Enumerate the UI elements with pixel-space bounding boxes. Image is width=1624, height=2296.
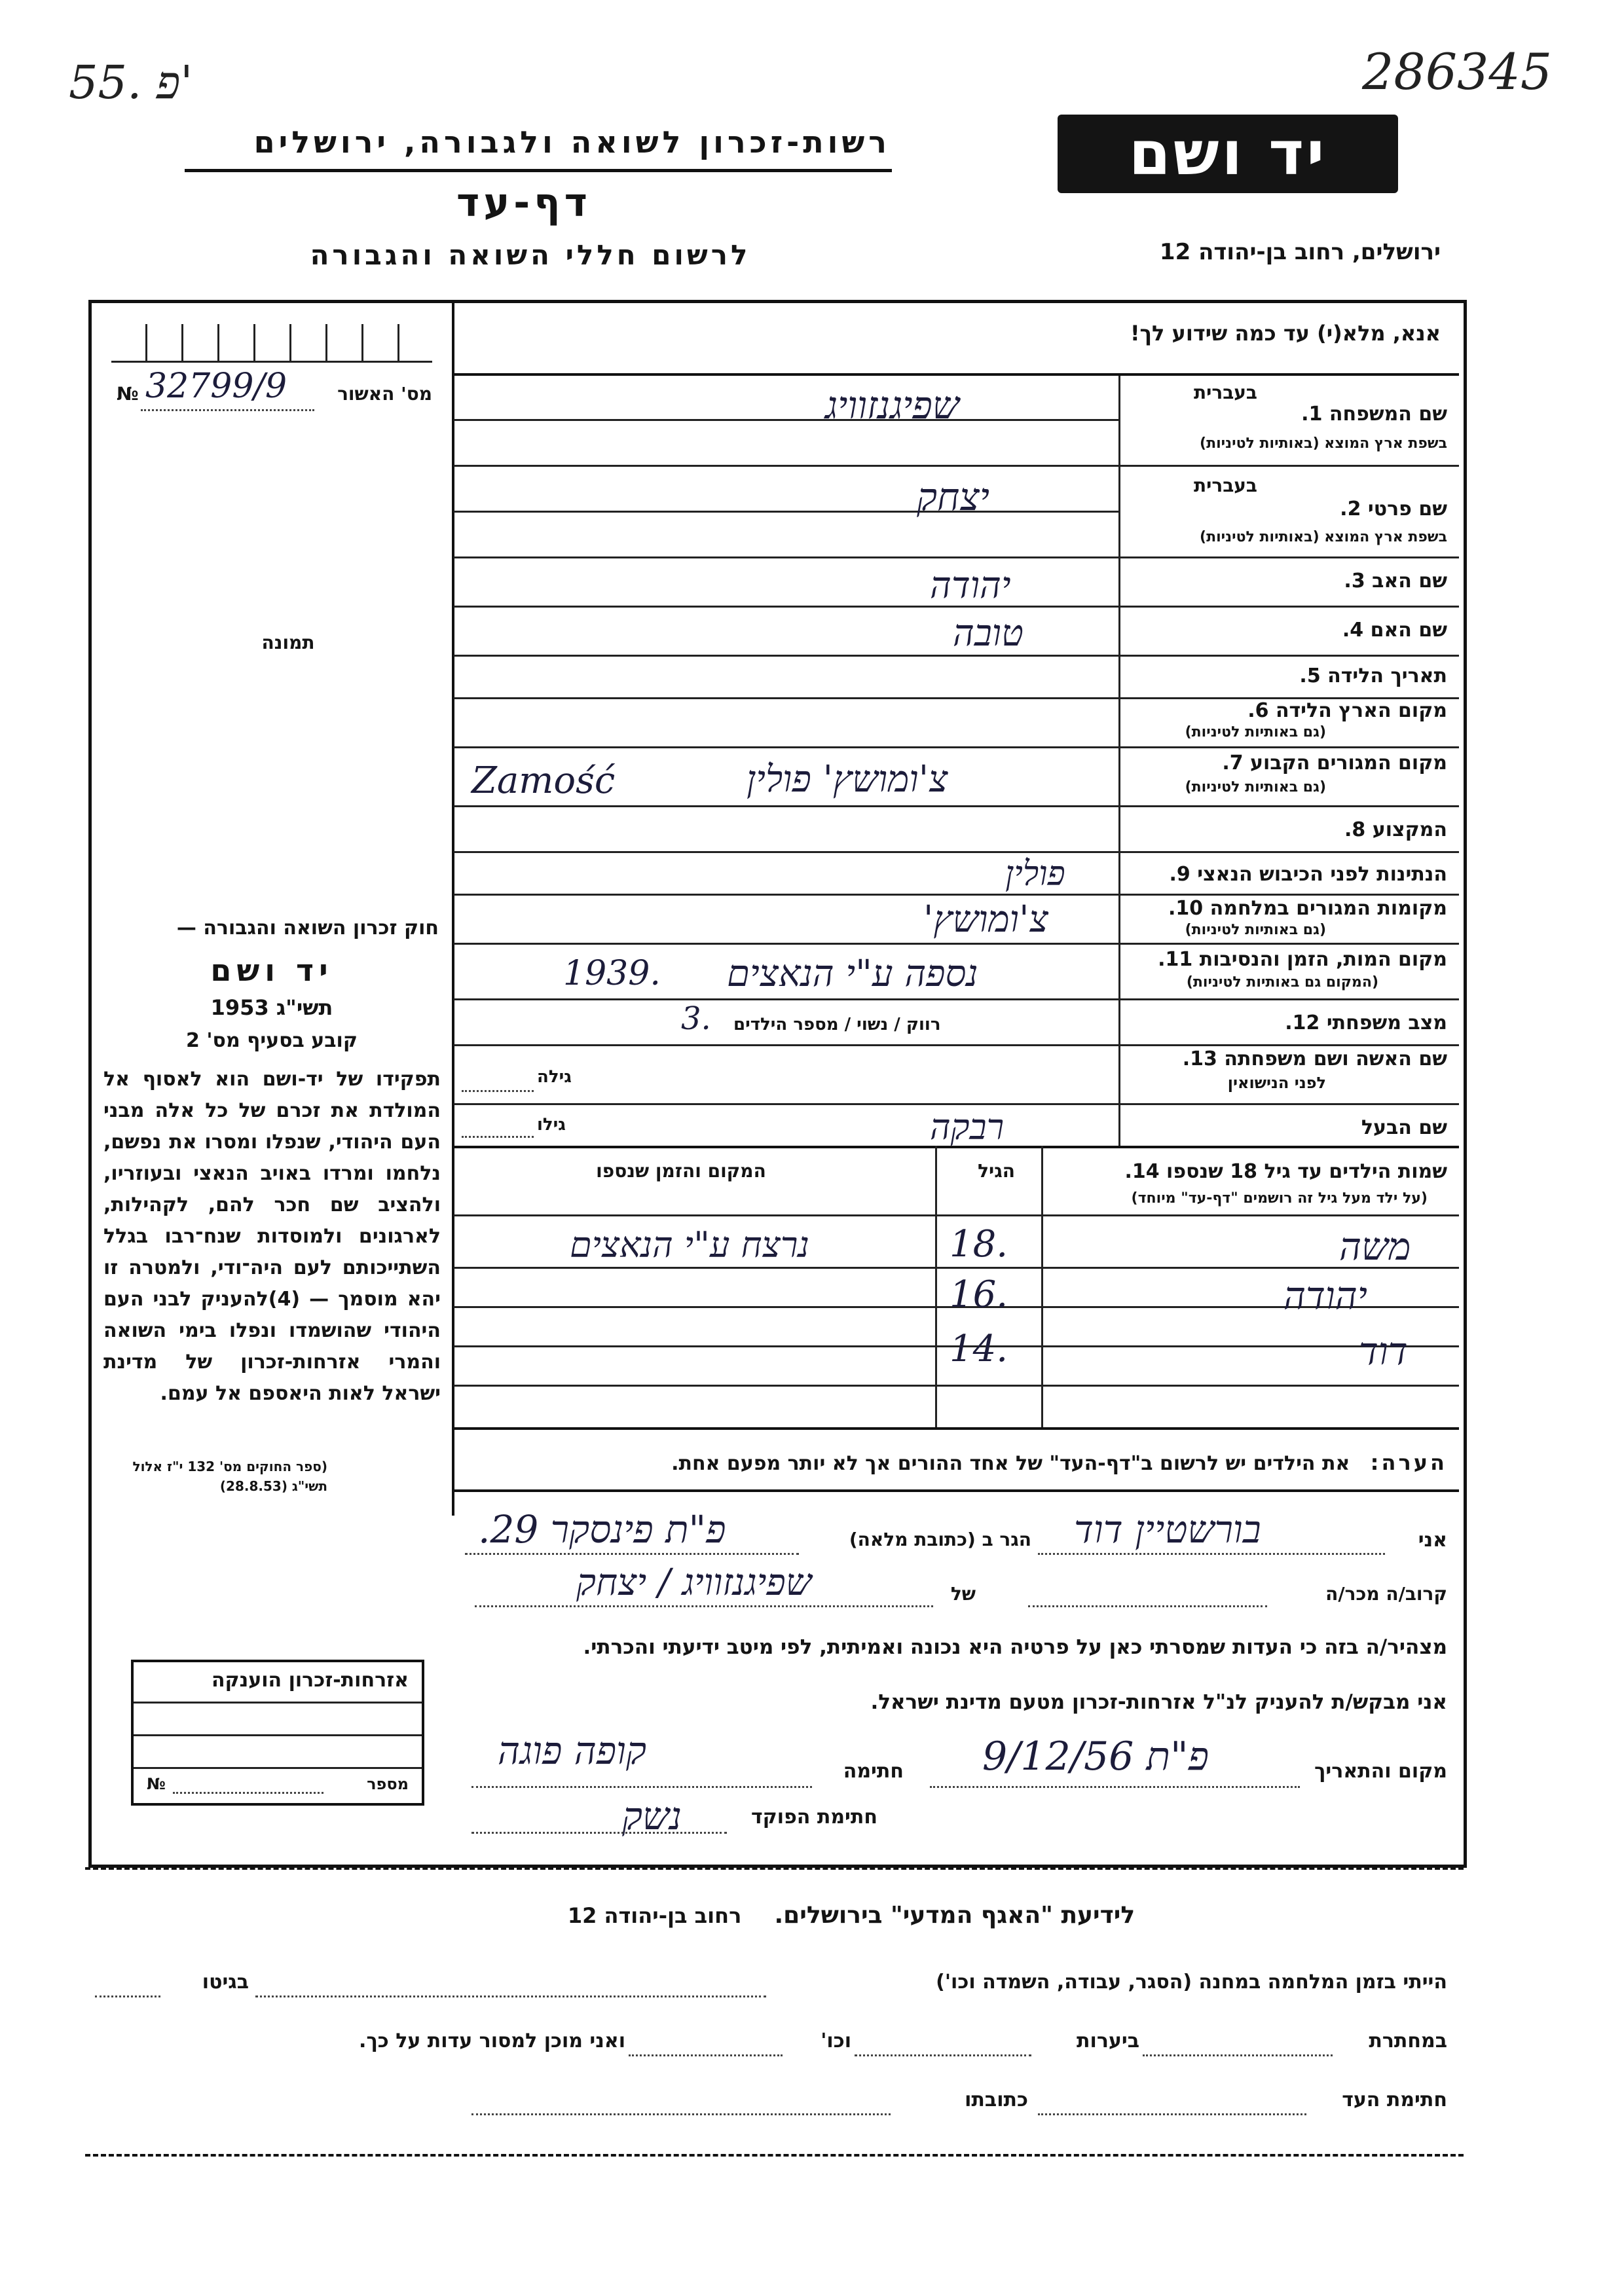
form-subtitle: לרשום חללי השואה והגבורה [310,239,751,271]
logo [1058,115,1398,193]
org-line: רשות-זכרון לשואה ולגבורה, ירושלים [253,124,891,160]
husband-age-label: גילו [537,1115,566,1135]
footer-heading [458,1902,1244,1929]
child-2-age: 16. [950,1273,1008,1316]
signature-value: קופה פוגה [498,1728,647,1773]
officer-label: חתימת הפוקד [751,1806,877,1829]
place-date-value: פ"ת 9/12/56 [982,1734,1209,1779]
footer-line3-b-dots [471,2113,891,2115]
children-row-line [454,1385,1459,1387]
footer-line3-a: חתימת העד [1342,2088,1447,2111]
row-line [454,851,1459,853]
children-end-line [454,1427,1459,1430]
children-note: (על ילד מעל גיל זה רושמים "דף-עד" מיוחד) [1131,1190,1428,1207]
field-12-label-text: מצב משפחתי [1326,1011,1447,1034]
field-10-label [1126,897,1447,920]
field-9-label-text: הנתינות לפני הכיבוש הנאצי [1197,863,1447,886]
citizenship-title: אזרחות-זכרון הוענקה [211,1669,409,1692]
citizenship-box [131,1660,424,1806]
footer-line1-end: בגיטו [202,1971,249,1994]
field-13-label [1126,1048,1447,1070]
field-6-num: 6. [1247,699,1269,722]
husband-label: שם הבעל [1361,1116,1447,1139]
note [458,1450,1447,1475]
row-line [454,655,1459,657]
place-date-line [930,1786,1300,1788]
declarant-of-line [475,1605,933,1607]
note-underline [454,1489,1459,1492]
officer-signature: נשק [622,1794,682,1838]
request-text: אני מבקש/ת להעניק לנ"ל אזרחות-זכרון מטעם מדינת ישראל. [870,1690,1447,1714]
field-1-label [1244,403,1447,426]
field-2-sub: בשפת ארץ המוצא (באותיות לטיניות) [1200,529,1447,545]
citizenship-number-line [173,1792,323,1794]
corner-number: 286345 [1362,43,1553,101]
footer-line1-end-dots [95,1995,160,1997]
approval-number: 32799/9 [145,367,287,406]
wife-age-line [462,1090,534,1092]
row-line [454,1044,1459,1046]
declarant-of-value: שפיגנזוויג / יצחק [576,1561,812,1604]
field-4-num: 4. [1342,619,1364,642]
field-4-value: טובה [953,612,1024,655]
field-7-sub: (גם באותיות לטיניות) [1185,779,1326,795]
field-8-label [1126,818,1447,841]
field-2-in-hebrew: בעברית [1193,475,1257,496]
declarant-ani-label: אני [1418,1529,1447,1552]
footer-address: רחוב בן-יהודה 12 [567,1903,742,1928]
field-7-value-latin: Zamość [471,759,616,802]
field-2-num: 2. [1340,498,1361,520]
label-column-divider [1118,373,1120,1146]
field-10-sub: (גם באותיות לטיניות) [1185,922,1326,938]
row-split [454,511,1118,513]
footer-bottom-line [85,2154,1464,2157]
declarant-of-label: של [950,1583,976,1605]
field-3-value: יהודה [930,564,1011,607]
field-12-status: רווק / נשוי / מספר הילדים [733,1015,941,1034]
field-11-label-text: מקום המות, הזמן והנסיבות [1199,948,1447,971]
law-name: יד ושם [210,953,333,988]
note-text: את הילדים יש לרשום ב"דף-העד" של אחד ההורים אך לא יותר מפעם אחת. [671,1452,1350,1475]
children-row-line [454,1267,1459,1269]
field-12-children-count: 3. [681,1000,711,1037]
declarant-address-line [465,1553,799,1555]
child-1-place: נרצח ע"י הנאצים [570,1224,809,1266]
citizenship-line [134,1734,422,1736]
children-num: 14. [1124,1160,1160,1183]
row-line [454,373,1459,376]
approval-label: מס' האשור [337,383,432,405]
row-line [454,1103,1459,1105]
footer-line3-b: כתובתו [965,2088,1028,2111]
header-address: ירושלים, רחוב בן-יהודה 12 [1159,239,1441,265]
field-1-label-text: שם המשפחה [1329,403,1447,426]
husband-value: רבקה [930,1106,1005,1148]
field-7-label-text: מקום המגורים הקבוע [1250,752,1447,774]
row-line [454,894,1459,896]
field-10-num: 10. [1168,897,1204,920]
footer-line3-a-dots [1038,2113,1306,2115]
note-label: הערה: [1370,1450,1447,1475]
declarant-address: פ"ת פינסקר 29. [478,1507,726,1552]
corner-note: 55. פ' [69,56,193,109]
child-1-age: 18. [950,1223,1008,1266]
field-6-label [1126,699,1447,722]
signature-label: חתימה [843,1760,904,1783]
form-title: דף-עד [456,180,591,226]
field-5-num: 5. [1299,665,1321,687]
field-7-label [1126,752,1447,774]
child-1-name: משה [1339,1224,1411,1269]
field-7-num: 7. [1222,752,1244,774]
logo-text: יד ושם [1128,118,1327,189]
declarant-name-line [1038,1553,1385,1555]
law-gazette: (ספר החוקים מס' 132 י"ז אלול תשי"ג (28.8.53) [132,1459,327,1494]
footer-line2-d: ואני מוכן למסור עדות על כך. [359,2030,625,2052]
approval-no-mark: № [117,383,139,405]
field-11-year: 1939. [563,954,661,993]
citizenship-number-label: מספר [367,1775,409,1793]
field-4-label [1126,619,1447,642]
field-12-label [1126,1011,1447,1034]
field-12-num: 12. [1285,1011,1320,1034]
footer-line1-dots [255,1995,766,1997]
children-title-text: שמות הילדים עד גיל 18 שנספו [1166,1160,1447,1183]
field-9-num: 9. [1169,863,1190,886]
field-2-value: יצחק [917,475,989,519]
children-header-line [454,1214,1459,1216]
field-8-num: 8. [1344,818,1366,841]
footer-line2-b: ביערות [1077,2030,1139,2052]
row-line [454,943,1459,945]
citizenship-line [134,1767,422,1769]
field-11-label [1126,948,1447,971]
law-body: תפקידו של יד-ושם הוא לאסוף אל המולדת את זכרם של כל אלה מבני העם היהודי, שנפלו ומסרו את נפשם, נלחמו ומרדו באויב הנאצי ובעוזריו, ולהציב שם חכר להם, לקהילות, לארגונים ולמוסדות שנח־רבו בגלל השתייכותם לעם היה־ודי, ולמטרה זו יהא מוסמך — (4)להעניק לבני העם היהודי שהושמדו ונפלו בימי השואה והמרי אזרחות-זכרון של מדינת ישראל לאות היאספם אל עמם. [103,1068,441,1405]
field-11-value: נספה ע"י הנאצים [727,953,978,995]
law-section: קובע בסעיף מס' 2 [186,1029,358,1052]
approval-line [141,409,314,411]
field-3-num: 3. [1344,570,1365,592]
footer-line2-b-dots [855,2054,1031,2056]
photo-label: תמונה [261,632,315,653]
field-13-sub: לפני הנישואין [1227,1074,1326,1092]
row-line [454,465,1459,467]
field-2-label [1244,498,1447,520]
declarant-name: בורשטיין דוד [1074,1507,1261,1552]
children-age-header: הגיל [978,1160,1015,1182]
child-2-name: יהודה [1283,1273,1367,1318]
field-3-label [1126,570,1447,592]
law-year: תשי"ג 1953 [210,995,333,1020]
field-1-value: שפיגנזוויג [825,383,959,428]
footer-line2-c: וכו' [821,2030,851,2052]
field-11-num: 11. [1158,948,1193,971]
field-5-label-text: תאריך הלידה [1327,665,1447,687]
row-line [454,556,1459,558]
husband-age-line [462,1136,534,1138]
row-line [454,746,1459,748]
footer-line2-a-dots [1143,2054,1333,2056]
org-underline [185,169,892,172]
field-10-value: צ'ומושץ' [923,898,1048,941]
field-2-label-text: שם פרטי [1367,498,1447,520]
citizenship-no-mark: № [147,1775,166,1793]
declarant-resides-label: הגר ב (כתובת מלאה) [849,1529,1031,1550]
child-3-age: 14. [950,1328,1008,1370]
field-7-value: צ'ומושץ' פולין [747,758,948,801]
left-column-divider [452,301,454,1516]
citizenship-title-line [134,1702,422,1704]
field-13-num: 13. [1182,1048,1217,1070]
signature-line [471,1786,812,1788]
field-1-sub: בשפת ארץ המוצא (באותיות לטיניות) [1200,435,1447,452]
footer-title: לידיעת "האגף המדעי" בירושלים. [774,1902,1135,1929]
row-split [454,419,1118,421]
child-3-name: דוד [1359,1329,1408,1374]
field-3-label-text: שם האב [1372,570,1447,592]
approval-ticks [111,324,432,363]
field-9-value: פולין [1005,854,1065,894]
field-6-label-text: מקום הארץ הלידה [1275,699,1447,722]
footer-line1-text: הייתי בזמן המלחמה במחנה (הסגר, עבודה, השמדה וכו') [936,1971,1447,1994]
perforation-line [85,1867,1464,1870]
field-5-label [1126,665,1447,687]
field-9-label [1126,863,1447,886]
footer-line2-a: במחתרת [1369,2030,1447,2052]
officer-line [471,1832,727,1834]
declaration-text: מצהיר/ה בזה כי העדות שמסרתי כאן על פרטיה היא נכונה ואמיתית, לפי מיטב ידיעתי והכרתי. [583,1635,1447,1659]
footer-line2-c-dots [629,2054,783,2056]
field-1-in-hebrew: בעברית [1193,382,1257,403]
children-place-header: המקום והזמן שנספו [596,1160,766,1182]
declarant-relation-label: קרוב/ה מכר/ה [1325,1583,1447,1605]
field-6-sub: (גם באותיות לטיניות) [1185,724,1326,740]
field-4-label-text: שם האם [1370,619,1447,642]
row-line [454,998,1459,1000]
law-title: חוק זכרון השואה והגבורה — [176,917,439,939]
place-date-label: מקום והתאריך [1314,1760,1447,1783]
field-11-sub: (המקום גם באותיות לטיניות) [1186,974,1378,991]
field-10-label-text: מקומות המגורים במלחמה [1209,897,1447,920]
field-8-label-text: המקצוע [1372,818,1447,841]
row-line [454,805,1459,807]
field-1-num: 1. [1301,403,1323,426]
instructions: אנא, מלא(י) עד כמה שידוע לך! [1130,321,1441,346]
field-13-label-text: שם האשה ושם משפחתה [1224,1048,1447,1070]
wife-age-label: גילה [537,1067,572,1087]
declarant-relation-line [1028,1605,1267,1607]
